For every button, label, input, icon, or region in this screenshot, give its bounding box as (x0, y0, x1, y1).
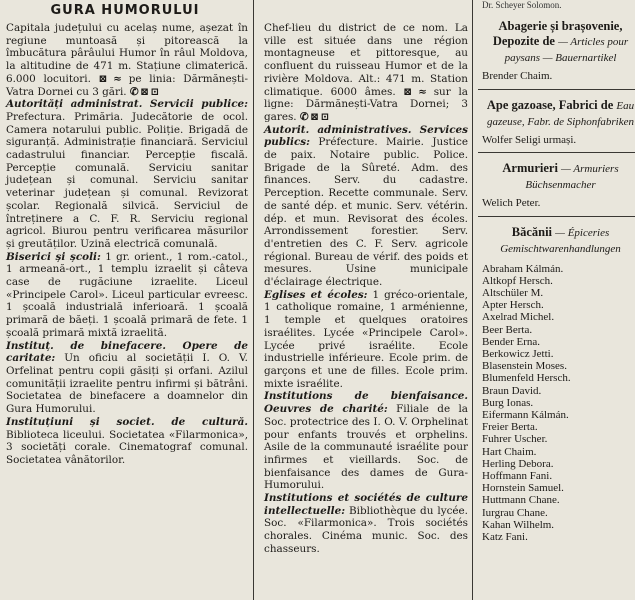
romanian-text (0, 22, 250, 467)
category-heading: Ape gazoase, Fabrici de Eau gazeuse, Fabr. de Siphonfabriken (486, 97, 635, 128)
column-divider (472, 0, 473, 600)
continued-entry: Dr. Scheyer Solomon. (482, 0, 562, 10)
section-authorities-fr: Autorit. administratives. Services publics: Préfecture. Mairie. Justice de paix. Notaire public. Police. Brigade de la Sûreté. Adm. des finances. Serv. du cadastre. Perception. Recette communale. Serv. de santé dép. et munic. Serv. vétérin. dép. et mun. Revisorat des écoles. Arrondissement forestier. Serv. d'entretien des C. F. Serv. agricole régional. Bureau de vérif. des poids et mesures. Usine municipale d'éclairage électrique. (264, 123, 469, 289)
postal-symbols: ✆ ⊠ ⊡ (299, 110, 329, 123)
list-item: Fuhrer Uscher. (482, 433, 548, 446)
railway-symbols: ⊠ ≈ (98, 72, 122, 85)
list-item: Bender Erna. (482, 335, 541, 348)
section-authorities: Autorități administrat. Servicii publice: Prefectura. Primăria. Judecătorie de ocol. Camera notarului public. Poliție. Brigadă de siguranță. Administrație financiară. Serviciul cadastrului financiar. Percepție fiscală. Percepție comunală. Serviciu sanitar județean și comunal. Serviciu sanitar veterinar județean și comunal. Revizorat școlar. Regională silvică. Serviciul de întreținere a C. F. R. Serviciu regional agricol. Biurou pentru verificarea măsurilor și greutăților. Uzină electrică comunală. (6, 98, 248, 250)
list-item: Berkowicz Jetti. (482, 347, 554, 360)
business-listing-column (478, 0, 635, 543)
list-item: Blasenstein Moses. (482, 360, 567, 373)
french-text (258, 22, 470, 556)
section-charity: Instituț. de binefacere. Opere de caritate: Un oficiu al societății I. O. V. Orfelinat pentru copii găsiți și orfani. Azilul comunității izraelite pentru infirmi și bătrâni. Societatea de binefacere a doamnelor din Gura Humorului. (6, 339, 248, 416)
category-heading: Armurieri — Armuriers Büchsenmacher (502, 161, 619, 191)
page-title: GURA HUMORULUI (50, 3, 200, 18)
divider (478, 89, 635, 90)
list-item: Blumenfeld Hersch. (482, 372, 571, 385)
section-culture-fr: Institutions et sociétés de culture intellectuelle: Bibliothèque du lycée. Soc. «Filarmonica». Trois sociétés chorales. Cinéma munic. Soc. des chasseurs. (264, 492, 468, 555)
list-item: Katz Fani. (482, 530, 528, 543)
section-culture: Instituțiuni și societ. de cultură. Biblioteca liceului. Societatea «Filarmonica», 3 societăți corale. Cinematograf comunal. Societatea vânătorilor. (6, 415, 248, 466)
section-churches-schools: Biserici și școli: 1 gr. orient., 1 rom.-catol., 1 armeană-ort., 1 templu izraelit și câteva case de rugăciune izraelite. Liceul «Principele Carol». Liceul particular evreesc. 1 școală industrială inferioară. 1 școală primară de băeți. 1 școală primară de fete. 1 școală primară mixtă izraelită. (6, 250, 248, 339)
grocery-list (482, 263, 635, 544)
category-heading: Băcănii — Épiceries Gemischtwarenhandlungen (500, 224, 621, 255)
list-item: Kahan Wilhelm. (482, 518, 555, 531)
romanian-column (0, 0, 250, 467)
list-item: Hoffmann Fani. (482, 469, 553, 482)
list-item: Herling Debora. (482, 457, 554, 470)
business-entry: Welich Peter. (482, 197, 541, 209)
divider (478, 152, 635, 153)
town-intro: Capitala județului cu acelaș nume, așezat în regiune muntoasă și pitorească la îmbucătura pârâului Humor în râul Moldova, la altitudine de 471 m. Stațiune climaterică. 6.000 locuitori. ⊠ ≈ pe linia: Dărmănești-Vatra Dornei cu 3 gări. ✆ ⊠ ⊡ (6, 22, 248, 98)
list-item: Abraham Kálmán. (482, 262, 564, 275)
railway-symbols: ⊠ ≈ (403, 85, 426, 98)
list-item: Burg Ionas. (482, 396, 534, 409)
list-item: Freier Berta. (482, 421, 538, 434)
postal-symbols: ✆ ⊠ ⊡ (129, 85, 159, 98)
list-item: Altkopf Hersch. (482, 274, 553, 287)
french-column (258, 0, 470, 556)
section-charity-fr: Institutions de bienfaisance. Oeuvres de charité: Filiale de la Soc. protectrice des I. O. V. Orphelinat pour enfants trouvés et orphelins. Asile de la communauté israélite pour infirmes et vieillards. Soc. de bienfaisance des dames de Gura-Humorului. (264, 390, 468, 492)
category-heading: Abagerie și brașovenie, Depozite de — Articles pour paysans — Bauernartikel (492, 19, 629, 64)
business-entry: Wolfer Seligi urmași. (482, 133, 577, 146)
list-item: Huttmann Chane. (482, 494, 560, 507)
list-item: Axelrad Michel. (482, 311, 555, 324)
list-item: Apter Hersch. (482, 299, 544, 312)
list-item: Beer Berta. (482, 323, 533, 336)
town-intro-fr: Chef-lieu du district de ce nom. La ville est située dans une région montagneuse et pittoresque, au confluent du ruisseau Humor et de la rivière Moldova. Alt.: 471 m. Station climatique. 6000 âmes. ⊠ ≈ sur la ligne: Dărmănești-Vatra Dornei; 3 gares. ✆ ⊠ ⊡ (264, 22, 469, 123)
business-entry: Brender Chaim. (482, 70, 553, 82)
list-item: Iurgrau Chane. (482, 506, 548, 519)
divider (478, 216, 635, 217)
section-churches-schools-fr: Eglises et écoles: 1 gréco-orientale, 1 catholique romaine, 1 arménienne, 1 temple et quelques oratoires israélites. Lycée «Principele Carol». Lycée privé israélite. Ecole industrielle inférieure. Ecole prim. de garçons et une de filles. Ecole prim. mixte israélite. (264, 288, 468, 390)
column-divider (253, 0, 254, 600)
list-item: Braun David. (482, 384, 542, 397)
list-item: Hornstein Samuel. (482, 482, 564, 495)
list-item: Altschüler M. (482, 286, 544, 299)
list-item: Hart Chaim. (482, 445, 537, 458)
list-item: Eifermann Kálmán. (482, 408, 569, 421)
